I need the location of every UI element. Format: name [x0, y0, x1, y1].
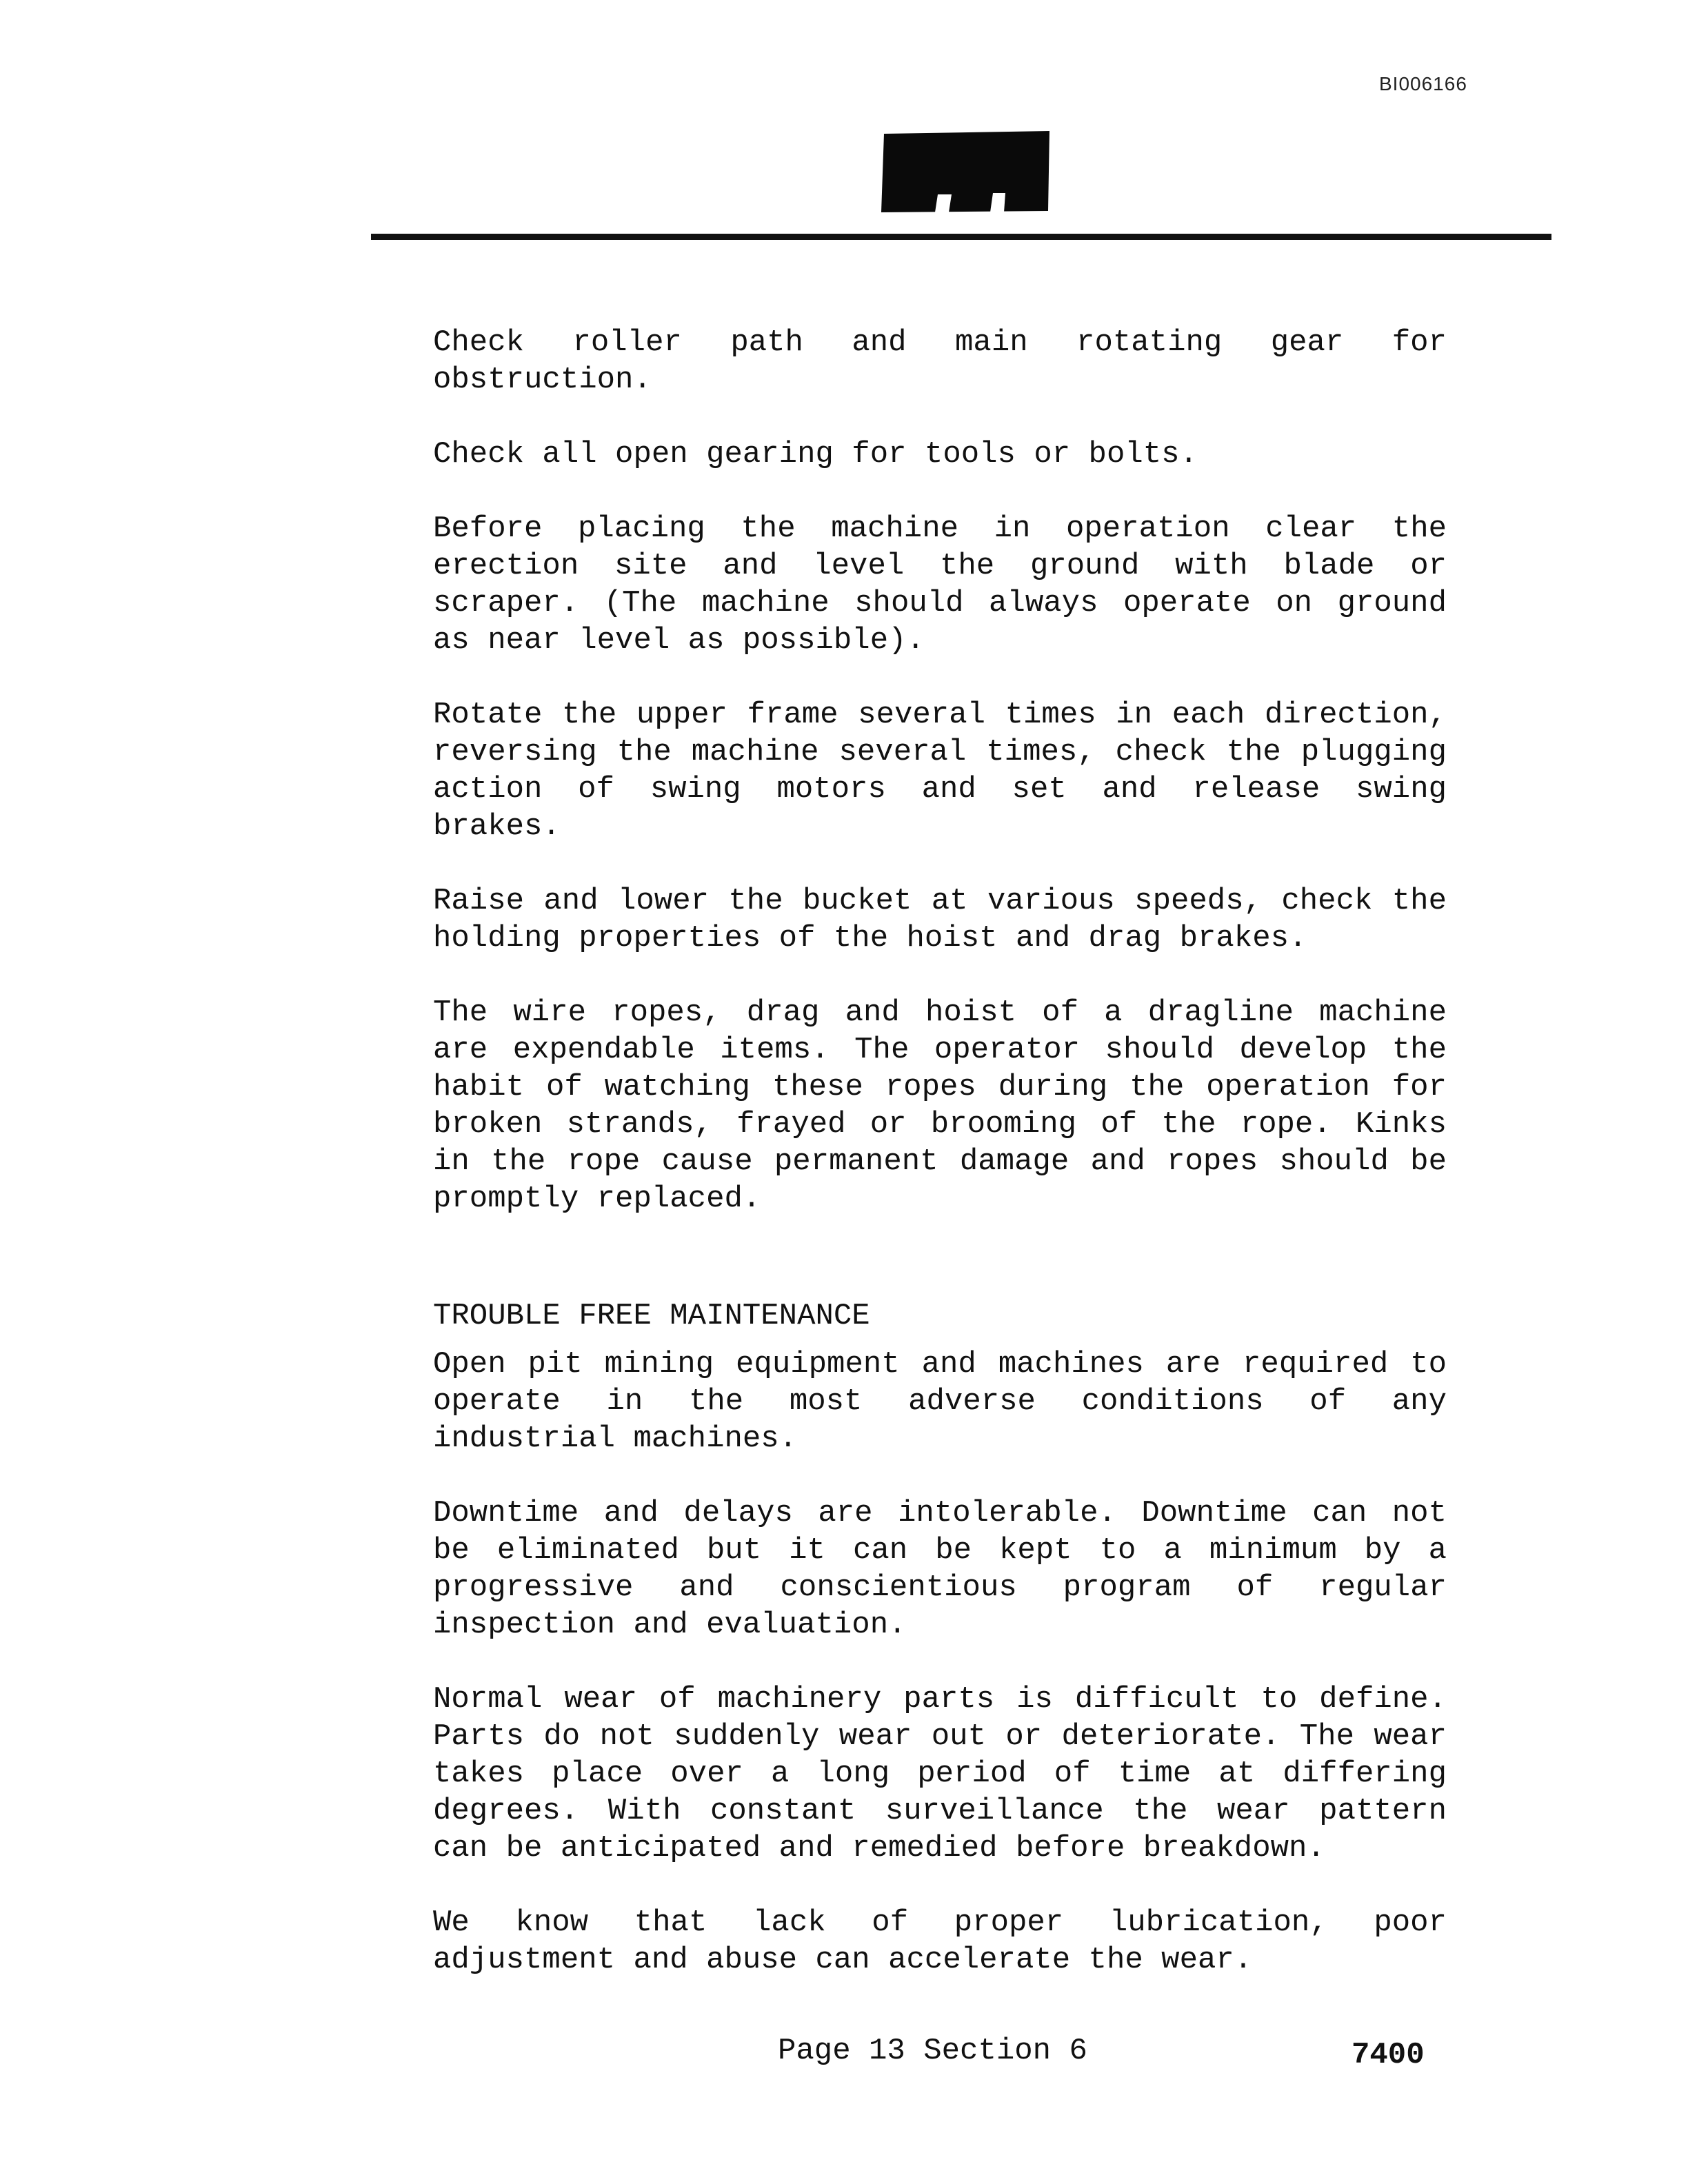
m-logo-icon: [880, 131, 1052, 212]
paragraph: Before placing the machine in operation clear the erection site and level the ground with blade or scraper. (The machine should always operate on ground as near level as possible).: [433, 512, 1447, 658]
paragraph: Open pit mining equipment and machines are required to operate in the most adverse conditions of any industrial machines.: [433, 1347, 1447, 1456]
paragraph: Rotate the upper frame several times in each direction, reversing the machine several times, check the plugging action of swing motors and set and release swing brakes.: [433, 698, 1447, 844]
document-id: BI006166: [1379, 73, 1467, 94]
section-heading: TROUBLE FREE MAINTENANCE: [433, 1299, 870, 1333]
paragraph: Normal wear of machinery parts is difficult to define. Parts do not suddenly wear out or deteriorate. The wear takes place over a long period of time at differing degrees. With constant surveillance the wear pattern can be anticipated and remedied before breakdown.: [433, 1682, 1447, 1866]
page-number: Page 13 Section 6: [778, 2034, 1087, 2068]
paragraph: Downtime and delays are intolerable. Downtime can not be eliminated but it can be kept to a minimum by a progressive and conscientious program of regular inspection and evaluation.: [433, 1496, 1447, 1642]
form-number: 7400: [1352, 2038, 1425, 2072]
paragraph: Check roller path and main rotating gear for obstruction.: [433, 325, 1447, 397]
paragraph: We know that lack of proper lubrication, poor adjustment and abuse can accelerate the wear.: [433, 1905, 1447, 1977]
paragraph: Check all open gearing for tools or bolts.: [433, 437, 1198, 472]
header-rule: [371, 234, 1551, 240]
paragraph: Raise and lower the bucket at various speeds, check the holding properties of the hoist and drag brakes.: [433, 884, 1447, 956]
page-body: [433, 324, 1447, 2016]
paragraph: The wire ropes, drag and hoist of a dragline machine are expendable items. The operator should develop the habit of watching these ropes during the operation for broken strands, frayed or brooming of the rope. Kinks in the rope cause permanent damage and ropes should be promptly replaced.: [433, 995, 1447, 1216]
